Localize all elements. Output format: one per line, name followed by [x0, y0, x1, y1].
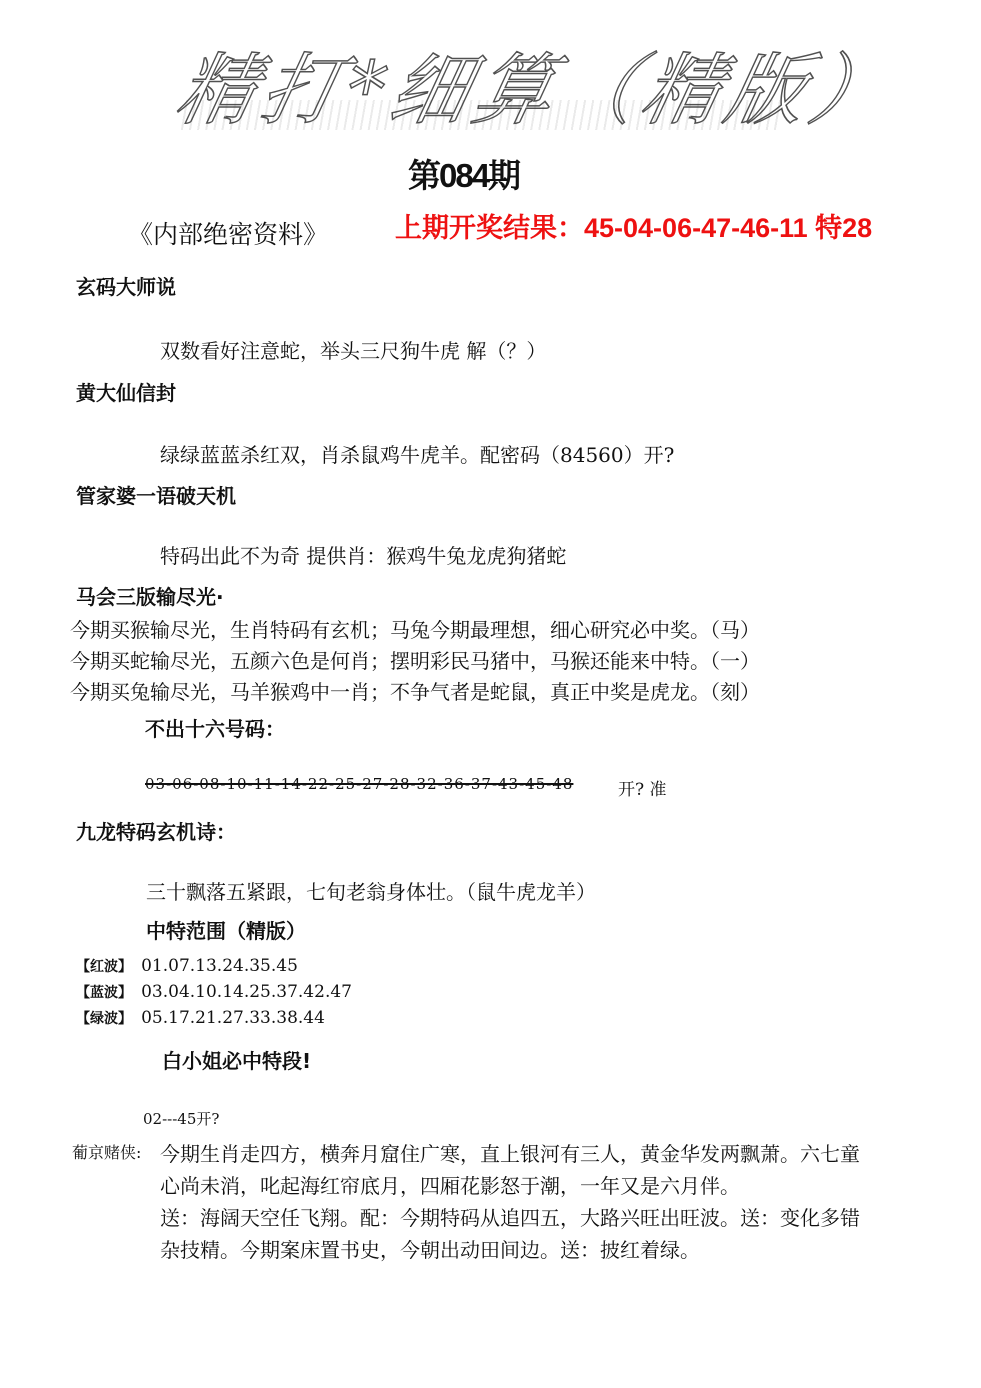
range-title: 中特范围（精版） [146, 919, 306, 943]
mahui-line-2: 今期买蛇输尽光，五颜六色是何肖；摆明彩民马猪中，马猴还能来中特。（一） [70, 649, 760, 673]
pujing-line-1: 今期生肖走四方，横奔月窟住广寒，直上银河有三人，黄金华发两飘萧。六七童 [160, 1142, 860, 1166]
mahui-line-3: 今期买兔输尽光，马羊猴鸡中一肖；不争气者是蛇鼠，真正中奖是虎龙。（刻） [70, 680, 760, 704]
range-row-red [76, 956, 298, 976]
range-numbers-green: 05.17.21.27.33.38.44 [141, 1008, 325, 1028]
mahui-title: 马会三版输尽光· [76, 585, 224, 609]
guanjiapo-text: 特码出此不为奇 提供肖：猴鸡牛兔龙虎狗猪蛇 [160, 544, 567, 568]
banner-title: 精打*细算（精版） [168, 46, 905, 136]
jiulong-title: 九龙特码玄机诗： [76, 820, 236, 844]
no16-suffix: 开? 准 [618, 780, 667, 800]
xuanma-title: 玄码大师说 [76, 275, 176, 299]
issue-number: 第084期 [408, 157, 520, 194]
pujing-line-2: 心尚未消，叱起海红帘底月，四厢花影怒于潮，一年又是六月伴。 [160, 1174, 740, 1198]
range-row-blue [76, 982, 352, 1002]
pujing-line-4: 杂技精。今期案床置书史，今朝出动田间边。送：披红着绿。 [160, 1238, 700, 1262]
range-label-red: 【红波】 [76, 959, 132, 975]
xuanma-text: 双数看好注意蛇，举头三尺狗牛虎 解（？） [160, 339, 547, 363]
no16-numbers: 03-06-08-10-11-14-22-25-27-28-32-36-37-43-45-48 [145, 775, 574, 793]
mahui-line-1: 今期买猴输尽光，生肖特码有玄机；马兔今期最理想，细心研究必中奖。（马） [70, 618, 760, 642]
guanjiapo-title: 管家婆一语破天机 [76, 484, 236, 508]
secret-label: 《内部绝密资料》 [128, 220, 329, 249]
jiulong-text: 三十飘落五紧跟，七旬老翁身体壮。（鼠牛虎龙羊） [146, 880, 596, 904]
huangdaxian-title: 黄大仙信封 [76, 381, 176, 405]
no16-title: 不出十六号码： [145, 717, 285, 741]
range-numbers-red: 01.07.13.24.35.45 [141, 956, 298, 976]
baixiaojie-title: 白小姐必中特段! [162, 1049, 312, 1073]
range-label-green: 【绿波】 [76, 1011, 132, 1027]
range-row-green [76, 1008, 325, 1028]
range-numbers-blue: 03.04.10.14.25.37.42.47 [141, 982, 352, 1002]
pujing-line-3: 送：海阔天空任飞翔。配：今期特码从追四五，大路兴旺出旺波。送：变化多错 [160, 1206, 860, 1230]
baixiaojie-text: 02---45开? [143, 1110, 220, 1128]
huangdaxian-text: 绿绿蓝蓝杀红双，肖杀鼠鸡牛虎羊。配密码（84560）开? [160, 443, 675, 467]
last-draw-result: 上期开奖结果：45-04-06-47-46-11 特28 [395, 213, 873, 243]
pujing-label: 葡京赌侠: [72, 1143, 142, 1162]
range-label-blue: 【蓝波】 [76, 985, 132, 1001]
